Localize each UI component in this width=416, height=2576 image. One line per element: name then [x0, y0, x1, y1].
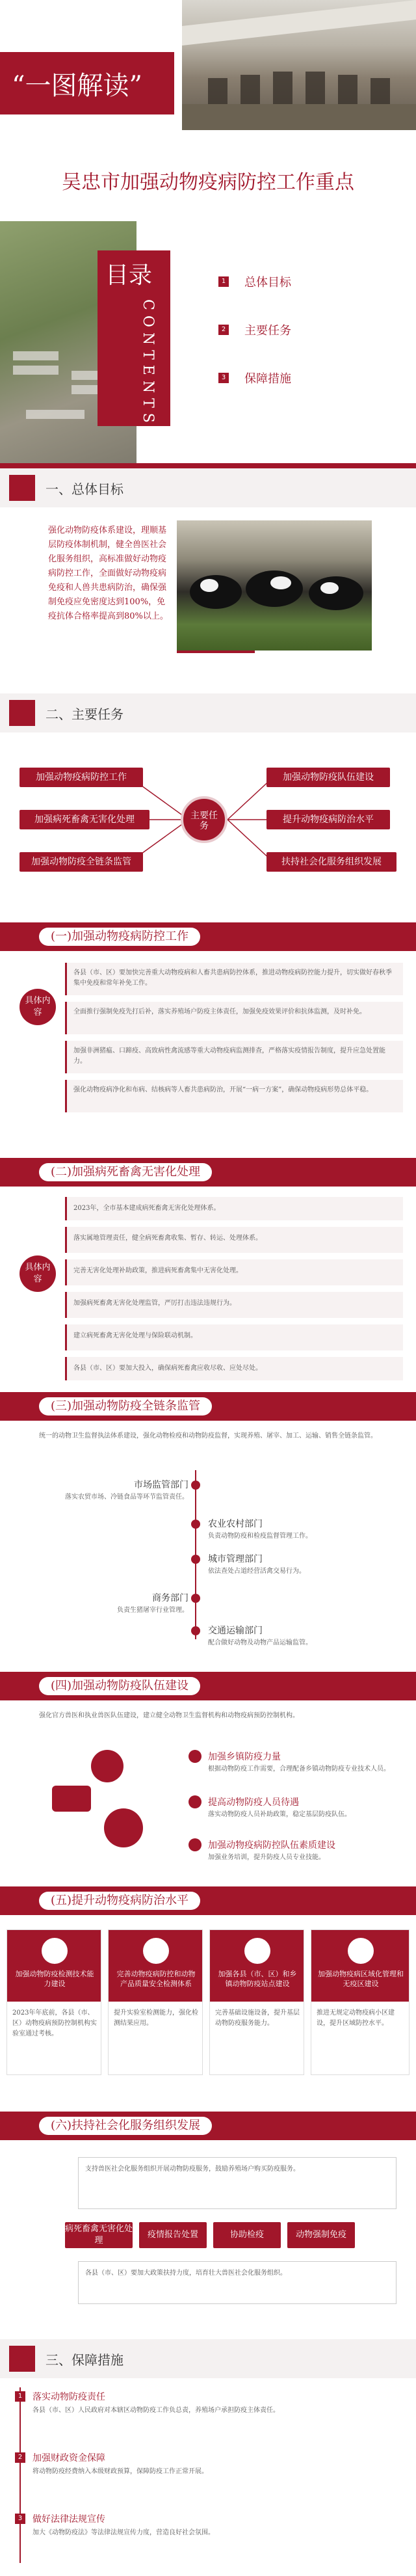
card-text: 提升实验室检测能力，强化检测结果应用。	[114, 2009, 198, 2027]
task-card	[311, 1929, 410, 2075]
toc-num: 2	[218, 325, 229, 335]
list-item: 各县（市、区）要加快完善重大动物疫病和人畜共患病防控体系，推进动物疫病防控能力提升，切实做好春秋季集中免疫和常年补免工作。	[65, 963, 403, 995]
card-icon	[244, 1938, 270, 1964]
toc-num: 3	[218, 373, 229, 383]
toc-label: 总体目标	[244, 276, 291, 289]
item-icon	[188, 1838, 202, 1851]
service-tag[interactable]: 病死畜禽无害化处理	[65, 2222, 133, 2248]
card-icon	[348, 1938, 374, 1964]
section-bar-1	[0, 468, 416, 507]
chain-label: 商务部门	[152, 1593, 188, 1603]
card-text: 2023年年底前，各县（市、区）动物疫病预防控制机构实验室通过考核。	[12, 2009, 97, 2037]
item-icon	[188, 1750, 202, 1763]
chain-node	[191, 1481, 200, 1490]
subsection-title: (三)加强动物防疫全链条监管	[39, 1397, 212, 1415]
chain-label: 市场监管部门	[134, 1480, 188, 1490]
cattle-illustration	[177, 520, 372, 651]
item-title: 加强乡镇防疫力量	[208, 1752, 281, 1762]
page-title: 吴忠市加强动物疫病防控工作重点	[62, 171, 354, 194]
list-item: 2023年，全市基本建成病死畜禽无害化处理体系。	[65, 1197, 403, 1220]
task-pill[interactable]: 加强动物疫病防控工作	[20, 768, 143, 787]
gear-icon	[91, 1750, 124, 1782]
task-diagram	[0, 748, 416, 891]
subsection-header-4	[0, 1672, 416, 1700]
item-title: 提高动物防疫人员待遇	[208, 1797, 299, 1808]
sub4-intro: 强化官方兽医和执业兽医队伍建设，建立健全动物卫生监督机构和动物疫病预防控制机构。	[39, 1712, 299, 1719]
card-icon	[42, 1938, 68, 1964]
section-title: 三、保障措施	[46, 2352, 124, 2368]
card-head-text: 完善动物疫病防控和动物产品质量安全检测体系	[116, 1970, 196, 1988]
toc-num: 1	[218, 276, 229, 287]
subsection-header-5	[0, 1886, 416, 1915]
list-item: 强化动物疫病净化和布病、结核病等人畜共患病防治，开展“一病一方案”，确保动物疫病形势总体平稳。	[65, 1080, 403, 1112]
header-photo	[182, 0, 416, 130]
card-head-text: 加强各县（市、区）和乡镇动物防疫站点建设	[218, 1970, 297, 1988]
list-item: 加强非洲猪瘟、口蹄疫、高致病性禽流感等重大动物疫病监测排查，严格落实疫情报告制度，提升应急处置能力。	[65, 1041, 403, 1073]
subsection-header-6	[0, 2112, 416, 2140]
measure-num: 3	[15, 2514, 25, 2524]
item-text: 落实动物防疫人员补助政策，稳定基层防疫队伍。	[208, 1811, 351, 1818]
chain-node	[191, 1520, 200, 1529]
task-card	[209, 1929, 304, 2075]
chain-text: 配合做好动物及动物产品运输监管。	[208, 1639, 312, 1646]
task-card	[6, 1929, 101, 2075]
chain-node	[191, 1594, 200, 1603]
section-title: 一、总体目标	[46, 481, 124, 497]
service-tag[interactable]: 动物强制免疫	[287, 2222, 355, 2248]
sub4-icons	[39, 1750, 169, 1854]
card-icon	[143, 1938, 169, 1964]
sub6-text-box: 支持兽医社会化服务组织开展动物防疫服务，鼓励养殖场户购买防疫服务。	[78, 2157, 396, 2209]
subsection-header-3	[0, 1392, 416, 1421]
section-title: 二、主要任务	[46, 706, 124, 722]
measure-title: 落实动物防疫责任	[32, 2392, 105, 2402]
toc-item-2[interactable]	[218, 320, 400, 340]
chain-label: 城市管理部门	[208, 1554, 263, 1564]
task-pill[interactable]: 加强动物防疫队伍建设	[266, 768, 390, 787]
item-title: 加强动物疫病防控队伍素质建设	[208, 1840, 335, 1851]
list-item: 落实属地管理责任，健全病死畜禽收集、暂存、转运、处理体系。	[65, 1227, 403, 1253]
subsection-title: (六)扶持社会化服务组织发展	[39, 2117, 212, 2135]
section-bar-3	[0, 2339, 416, 2378]
service-tag[interactable]: 疫情报告处置	[139, 2222, 207, 2248]
subsection-title: (四)加强动物防疫队伍建设	[39, 1677, 200, 1695]
measure-num: 2	[15, 2452, 25, 2463]
list-item: 全面推行强制免疫先打后补，落实养殖场户防疫主体责任，加强免疫效果评价和抗体监测，及时补免。	[65, 1002, 403, 1034]
toc-label: 主要任务	[244, 324, 291, 338]
header-tag: “一图解读”	[12, 71, 142, 101]
task-pill[interactable]: 提升动物疫病防治水平	[266, 810, 390, 829]
chain-label: 交通运输部门	[208, 1626, 263, 1636]
toc-item-3[interactable]	[218, 368, 400, 388]
chain-diagram	[0, 1457, 416, 1652]
toc-title: 目录	[105, 262, 153, 289]
measure-text: 各县（市、区）人民政府对本辖区动物防疫工作负总责，养殖场户承担防疫主体责任。	[32, 2407, 280, 2414]
chain-text: 依法查处占道经营活禽交易行为。	[208, 1568, 306, 1575]
divider-bar	[0, 463, 416, 468]
list-item: 加强病死畜禽无害化处理监管，严厉打击违法违规行为。	[65, 1292, 403, 1318]
content-badge-label: 具体内容	[25, 996, 51, 1017]
subsection-header-1	[0, 922, 416, 951]
cattle-photo	[177, 520, 372, 651]
task-pill[interactable]: 加强动物防疫全链条监管	[20, 852, 143, 872]
subsection-title: (五)提升动物疫病防治水平	[39, 1892, 200, 1910]
toc-label: 保障措施	[244, 372, 291, 386]
content-badge-label: 具体内容	[25, 1263, 51, 1284]
list-item: 完善无害化处理补助政策，推进病死畜禽集中无害化处理。	[65, 1259, 403, 1285]
task-pill[interactable]: 加强病死畜禽无害化处理	[20, 810, 150, 829]
card-head-text: 加强动物疫病区域化管理和无疫区建设	[318, 1970, 404, 1988]
chain-text: 负责生猪屠宰行业管理。	[117, 1607, 188, 1614]
sub6-text-box-2: 各县（市、区）要加大政策扶持力度，培育壮大兽医社会化服务组织。	[78, 2261, 396, 2304]
chain-node	[191, 1555, 200, 1564]
measure-text: 将动物防疫经费纳入本级财政预算，保障防疫工作正常开展。	[32, 2468, 208, 2475]
section-number-box	[9, 700, 35, 726]
section-bar-2	[0, 693, 416, 732]
measures-axis	[20, 2387, 21, 2563]
section1-body: 强化动物防疫体系建设，理顺基层防疫体制机制，健全兽医社会化服务组织，高标准做好动物疫病防控工作，全面做好动物疫病免疫和人兽共患病防治，确保强制免疫应免密度达到100%，免疫抗体合格率提高到80%以上。	[48, 526, 168, 621]
chain-label: 农业农村部门	[208, 1519, 263, 1529]
card-text: 推进无规定动物疫病小区建设，提升区域防控水平。	[317, 2009, 395, 2027]
sub3-intro: 统一的动物卫生监督执法体系建设，强化动物检疫和动物防疫监督，实现养殖、屠宰、加工、运输、销售全链条监管。	[39, 1432, 377, 1440]
card-text: 完善基础设施设备，提升基层动物防疫服务能力。	[215, 2009, 300, 2027]
measure-title: 做好法律法规宣传	[32, 2514, 105, 2525]
measure-num: 1	[15, 2391, 25, 2402]
service-tag[interactable]: 协助检疫	[213, 2222, 281, 2248]
task-center-label: 主要任务	[190, 811, 218, 831]
subsection-title: (二)加强病死畜禽无害化处理	[39, 1163, 212, 1181]
subsection-title: (一)加强动物疫病防控工作	[39, 928, 200, 946]
card-head-text: 加强动物防疫检测技术能力建设	[15, 1970, 94, 1988]
measure-text: 加大《动物防疫法》等法律法规宣传力度，营造良好社会氛围。	[32, 2529, 214, 2536]
task-pill[interactable]: 扶持社会化服务组织发展	[266, 852, 396, 872]
chain-node	[191, 1626, 200, 1635]
item-text: 根据动物防疫工作需要，合理配备乡镇动物防疫专业技术人员。	[208, 1765, 390, 1773]
list-item: 各县（市、区）要加大投入，确保病死畜禽应收尽收、应处尽处。	[65, 1357, 403, 1380]
list-item: 建立病死畜禽无害化处理与保险联动机制。	[65, 1324, 403, 1350]
measure-title: 加强财政资金保障	[32, 2453, 105, 2463]
toc-item-1[interactable]	[218, 272, 400, 291]
chain-text: 负责动物防疫和检疫监督管理工作。	[208, 1533, 312, 1540]
toc-title-en: CONTENTS	[140, 299, 156, 428]
barn-illustration	[182, 0, 416, 130]
subsection-header-2	[0, 1158, 416, 1187]
section1-accent	[177, 651, 255, 653]
section-number-box	[9, 2346, 35, 2372]
section-number-box	[9, 475, 35, 501]
item-icon	[188, 1795, 202, 1808]
task-card	[108, 1929, 203, 2075]
gear-icon	[104, 1808, 143, 1847]
chain-text: 落实农贸市场、冷链食品等环节监管责任。	[65, 1494, 188, 1501]
item-text: 加强业务培训，提升防疫人员专业技能。	[208, 1854, 325, 1861]
megaphone-icon	[52, 1786, 91, 1812]
